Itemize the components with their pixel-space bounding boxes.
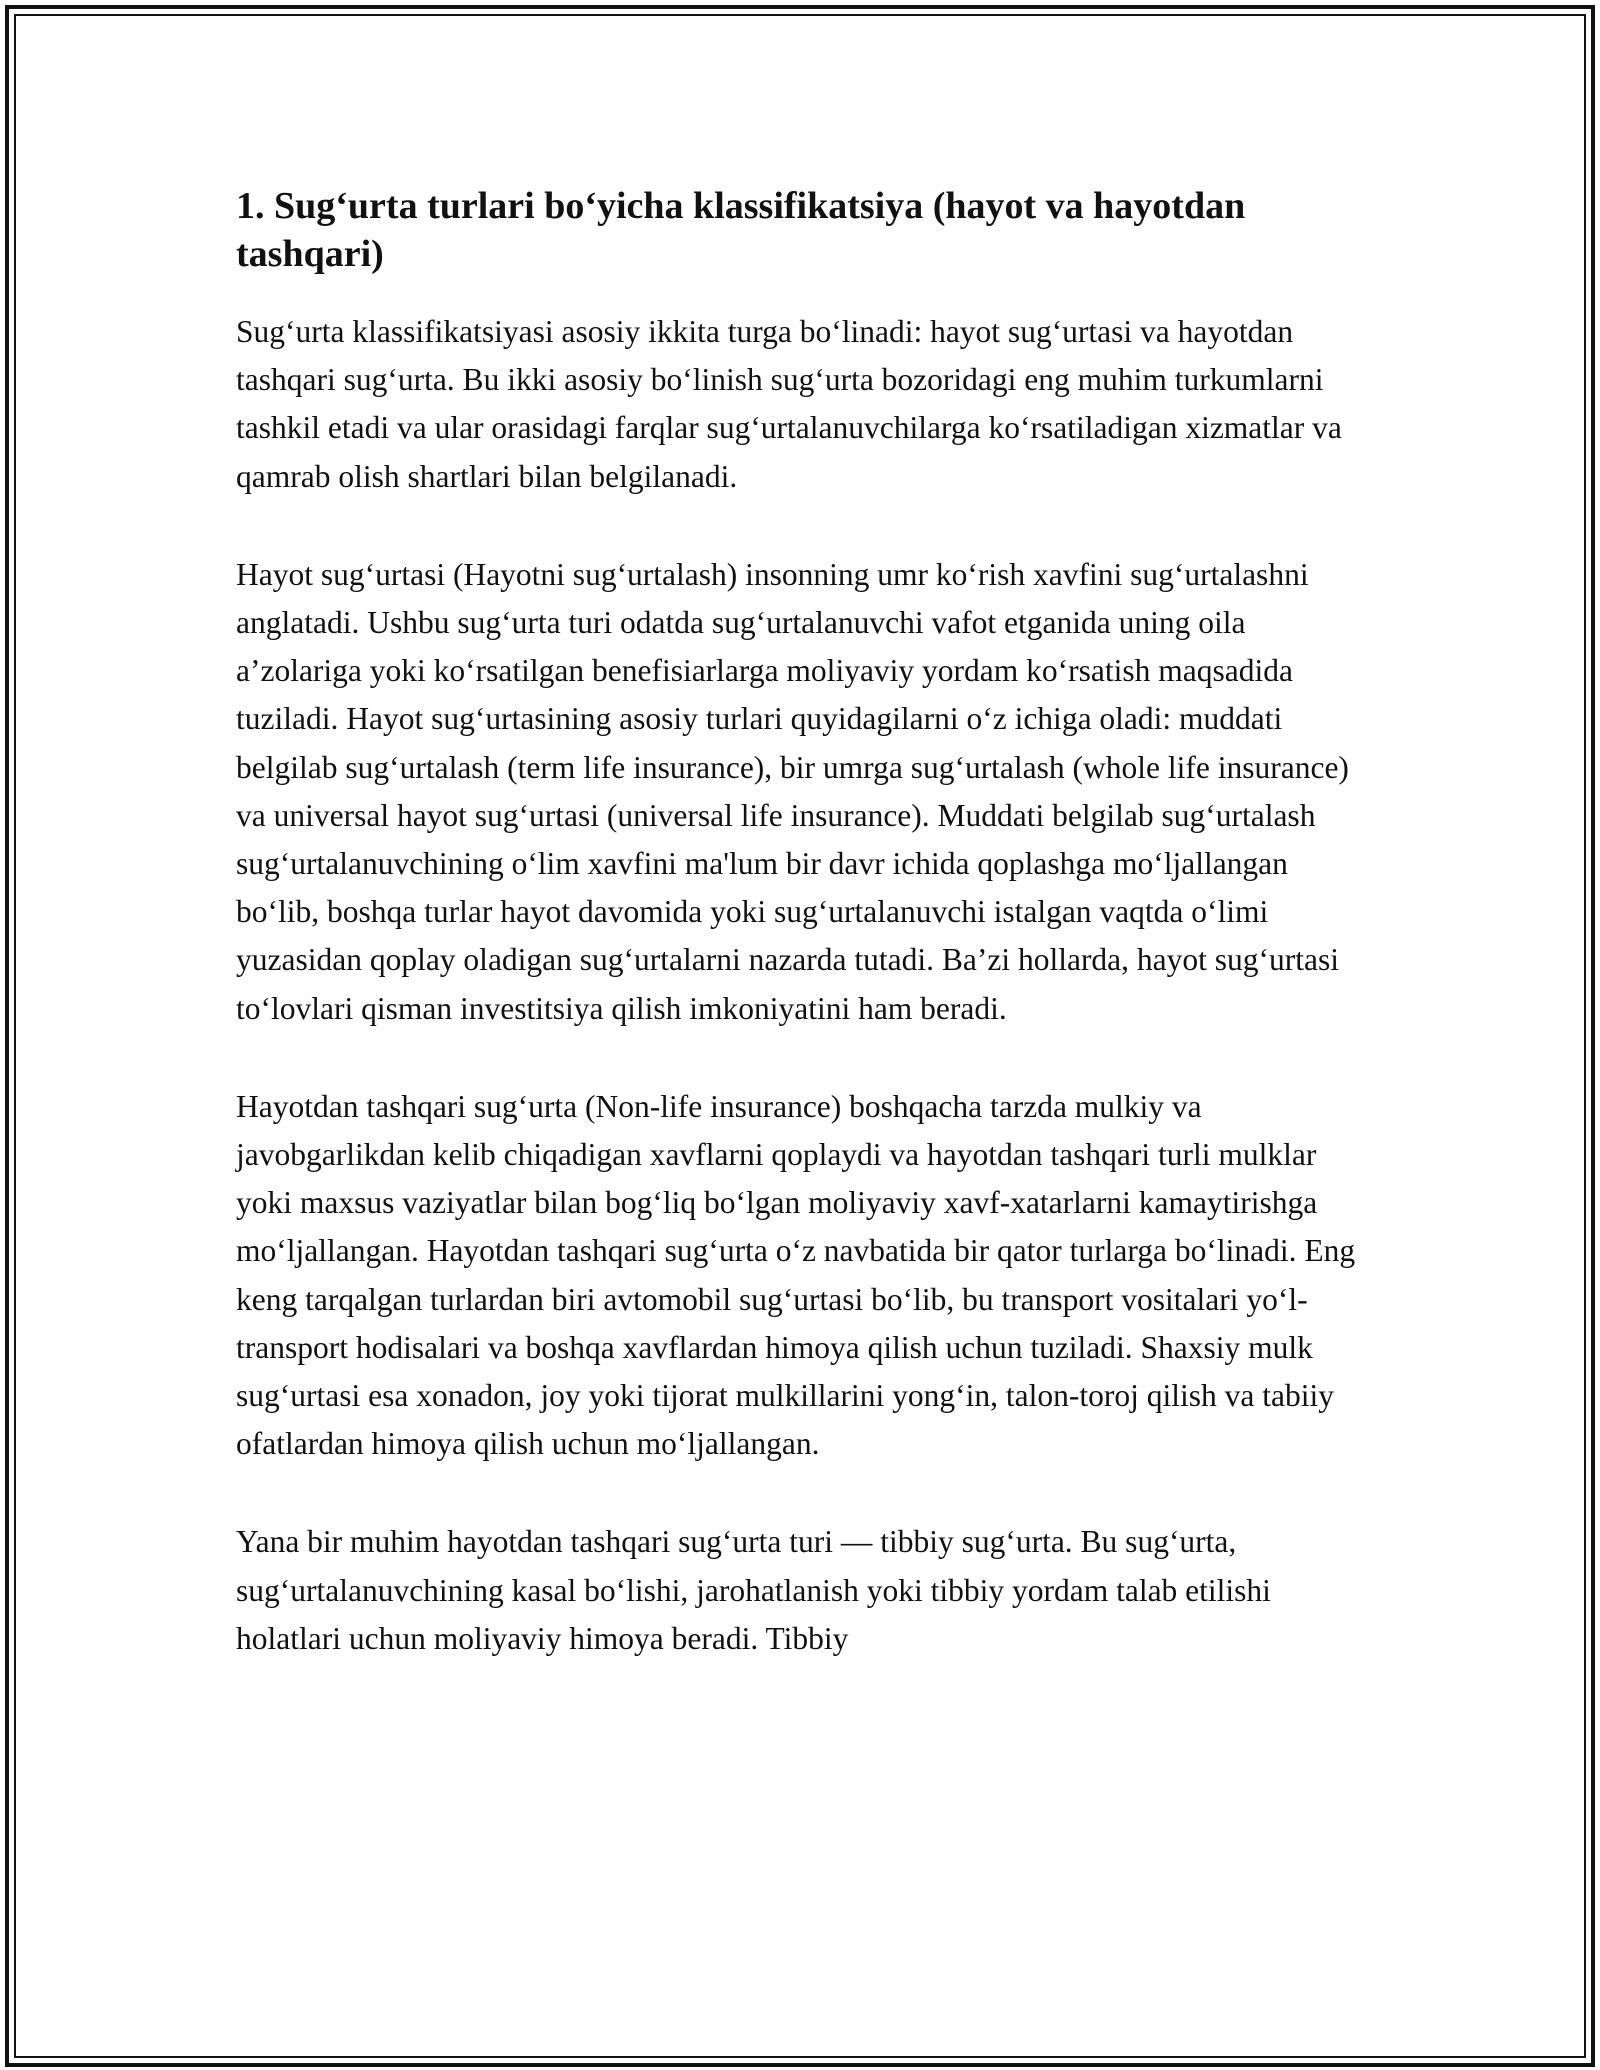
document-body: [236, 182, 1366, 1713]
paragraph-intro: Sug‘urta klassifikatsiyasi asosiy ikkita turga bo‘linadi: hayot sug‘urtasi va hayotdan tashqari sug‘urta. Bu ikki asosiy bo‘linish sug‘urta bozoridagi eng muhim turkumlarni tashkil etadi va ular orasidagi farqlar sug‘urtalanuvchilarga ko‘rsatiladigan xizmatlar va qamrab olish shartlari bilan belgilanadi.: [236, 314, 1342, 494]
paragraph-health-insurance: Yana bir muhim hayotdan tashqari sug‘urta turi — tibbiy sug‘urta. Bu sug‘urta, sug‘urtalanuvchining kasal bo‘lishi, jarohatlanish yoki tibbiy yordam talab etilishi holatlari uchun moliyaviy himoya beradi. Tibbiy: [236, 1524, 1271, 1656]
section-heading: 1. Sug‘urta turlari bo‘yicha klassifikatsiya (hayot va hayotdan tashqari): [236, 185, 1246, 275]
paragraph-non-life-insurance: Hayotdan tashqari sug‘urta (Non-life insurance) boshqacha tarzda mulkiy va javobgarlikdan kelib chiqadigan xavflarni qoplaydi va hayotdan tashqari turli mulklar yoki maxsus vaziyatlar bilan bog‘liq bo‘lgan moliyaviy xavf-xatarlarni kamaytirishga mo‘ljallangan. Hayotdan tashqari sug‘urta o‘z navbatida bir qator turlarga bo‘linadi. Eng keng tarqalgan turlardan biri avtomobil sug‘urtasi bo‘lib, bu transport vositalari yo‘l-transport hodisalari va boshqa xavflardan himoya qilish uchun tuziladi. Shaxsiy mulk sug‘urtasi esa xonadon, joy yoki tijorat mulkillarini yong‘in, talon-toroj qilish va tabiiy ofatlardan himoya qilish uchun mo‘ljallangan.: [236, 1088, 1356, 1462]
paragraph-life-insurance: Hayot sug‘urtasi (Hayotni sug‘urtalash) insonning umr ko‘rish xavfini sug‘urtalashni anglatadi. Ushbu sug‘urta turi odatda sug‘urtalanuvchi vafot etganida uning oila a’zolariga yoki ko‘rsatilgan benefisiarlarga moliyaviy yordam ko‘rsatish maqsadida tuziladi. Hayot sug‘urtasining asosiy turlari quyidagilarni o‘z ichiga oladi: muddati belgilab sug‘urtalash (term life insurance), bir umrga sug‘urtalash (whole life insurance) va universal hayot sug‘urtasi (universal life insurance). Muddati belgilab sug‘urtalash sug‘urtalanuvchining o‘lim xavfini ma'lum bir davr ichida qoplashga mo‘ljallangan bo‘lib, boshqa turlar hayot davomida yoki sug‘urtalanuvchi istalgan vaqtda o‘limi yuzasidan qoplay oladigan sug‘urtalarni nazarda tutadi. Ba’zi hollarda, hayot sug‘urtasi to‘lovlari qisman investitsiya qilish imkoniyatini ham beradi.: [236, 556, 1349, 1026]
